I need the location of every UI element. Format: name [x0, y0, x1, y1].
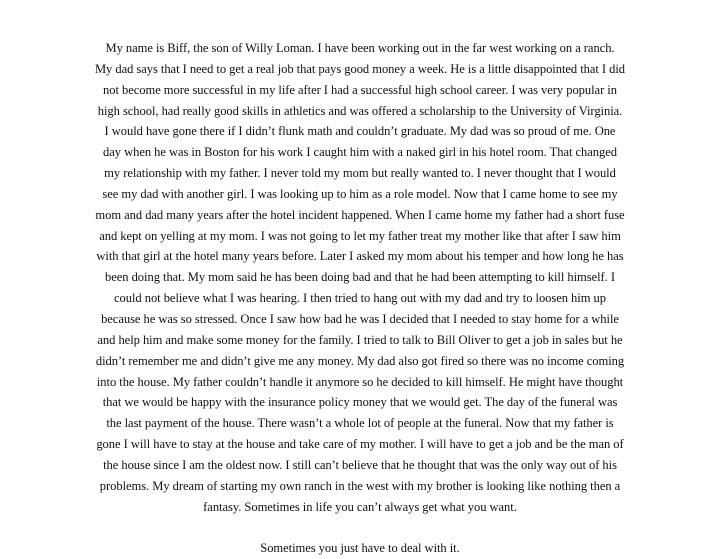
essay-line: My dad says that I need to get a real job that pays good money a week. He is a little disappointed that I did	[94, 61, 626, 76]
essay-line: mom and dad many years after the hotel incident happened. When I came home my father had a short fuse	[95, 207, 625, 222]
essay-line: that we would be happy with the insurance policy money that we would get. The day of the funeral was	[102, 395, 618, 410]
essay-line: with that girl at the hotel many years before. Later I asked my mom about his temper and how long he has	[96, 249, 624, 264]
essay-line: the house since I am the oldest now. I still can’t believe that he thought that was the only way out of his	[103, 457, 617, 472]
essay-line: could not believe what I was hearing. I then tried to hang out with my dad and try to loosen him up	[114, 291, 606, 306]
essay-line: and help him and make some money for the family. I tried to talk to Bill Oliver to get a job in sales but he	[97, 332, 623, 347]
essay-line: I would have gone there if I didn’t flunk math and couldn’t graduate. My dad was so proud of me. One	[104, 124, 616, 139]
essay-line: gone I will have to stay at the house and take care of my mother. I will have to get a job and be the man of	[96, 437, 624, 452]
essay-line: into the house. My father couldn’t handle it anymore so he decided to kill himself. He might have thought	[96, 374, 624, 389]
essay-line: because he was so stressed. Once I saw how bad he was I decided that I needed to stay home for a while	[101, 311, 619, 326]
essay-line: didn’t remember me and didn’t give me any money. My dad also got fired so there was no income coming	[95, 353, 625, 368]
essay-line: My name is Biff, the son of Willy Loman. I have been working out in the far west working on a ranch.	[105, 41, 615, 55]
essay-line: and kept on yelling at my mom. I was not going to let my father treat my mother like that after I saw him	[99, 228, 621, 243]
essay-line: day when he was in Boston for his work I caught him with a naked girl in his hotel room. That changed	[103, 145, 617, 160]
essay-body	[52, 38, 668, 559]
essay-line: see my dad with another girl. I was looking up to him as a role model. Now that I came home to see my	[102, 186, 618, 201]
essay-line: problems. My dream of starting my own ranch in the west with my brother is looking like nothing then a	[99, 478, 621, 493]
closing-line: Sometimes you just have to deal with it.	[260, 541, 460, 556]
essay-line: fantasy. Sometimes in life you can’t always get what you want.	[203, 499, 517, 514]
essay-line: not become more successful in my life after I had a successful high school career. I was very popular in	[103, 82, 617, 97]
essay-line: my relationship with my father. I never told my mom but really wanted to. I never thought that I would	[104, 166, 616, 181]
essay-line: been doing that. My mom said he has been doing bad and that he had been attempting to kill himself. I	[105, 270, 615, 285]
essay-line: the last payment of the house. There wasn’t a whole lot of people at the funeral. Now that my father is	[106, 416, 614, 431]
paragraph-gap	[52, 517, 668, 538]
essay-line: high school, had really good skills in athletics and was offered a scholarship to the University of Virginia.	[97, 103, 623, 118]
